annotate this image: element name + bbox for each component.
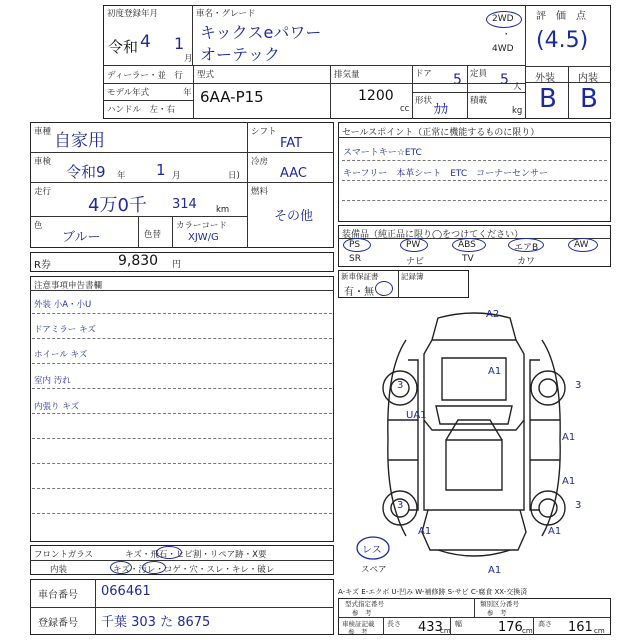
note-line-3: ホイール キズ [34,350,88,360]
shape-label: 形状 [415,96,433,106]
cert-ref-1: 参 考 [352,609,372,617]
width-value: 176 [498,620,523,635]
equip-airbag: エアB [514,243,539,253]
interior-cond-value: キズ・汚レ・コゲ・穴・スレ・キレ・破レ [113,565,275,575]
selling-point-1: スマートキー☆ETC [343,148,422,158]
exterior-label: 外装 [535,73,555,84]
spare-tire-value: レス [362,545,382,556]
shift-label: シフト [251,127,277,137]
interior-cond-label: 内装 [50,565,68,575]
notes-title: 注意事項申告書欄 [34,281,103,291]
length-label: 長さ [387,620,401,628]
equip-ps: PS [349,240,361,250]
note-line-5: 内張り キズ [34,402,80,412]
equip-leather: カワ [517,257,536,267]
km-unit: km [216,205,230,215]
mileage-sub: 314 [172,197,197,212]
mark-rear-right: A1 [548,526,562,537]
cc-unit: cc [400,104,410,114]
equip-pw: PW [406,240,421,250]
mark-front-right-wheel: 3 [575,380,582,391]
height-value: 161 [568,620,593,635]
inspection-month: 1 [156,161,166,179]
interior-label: 内装 [578,73,598,84]
front-glass-value: キズ・飛石・ヒビ割・リペア跡・X要 [125,550,267,560]
recycle-unit: 円 [172,260,182,270]
inspection-era: 令和9 [66,163,106,181]
selling-points-title: セールスポイント（正常に機能するものに限り） [342,128,540,138]
capacity-label: 定員 [470,69,488,79]
dealer-label: ディーラー・並 行 [107,71,183,81]
equip-abs: ABS [458,240,476,250]
width-label: 幅 [455,620,462,628]
mark-right-door: A1 [562,432,576,443]
mileage-label: 走行 [34,187,52,197]
note-line-1: 外装 小A・小U [34,300,92,310]
chassis-value: 066461 [101,584,151,599]
note-line-4: 室内 汚れ [34,376,71,386]
kg-unit: kg [512,106,523,116]
selling-point-2: キーフリー 本革シート ETC コーナーセンサー [343,169,548,179]
displacement-value: 1200 [358,88,394,104]
use-label: 車種 [34,127,52,137]
plate-label: 登録番号 [38,618,78,629]
inspection-label: 車検 [34,157,52,167]
car-name-line2: オーテック [200,45,281,64]
mark-left-side: UA1 [406,410,427,421]
capacity-value: 5 [500,72,509,88]
first-reg-label: 初度登録年月 [107,9,159,19]
mark-front-bumper: A2 [486,309,500,320]
mileage-main: 4万0千 [88,195,147,216]
shape-value: ｶｶ [434,102,448,118]
cert-label-2: 類別区分番号 [480,600,519,608]
mark-right-rear: A1 [562,476,576,487]
height-label: 高さ [538,620,552,628]
color-code-label: カラーコード [176,221,228,231]
car-name-label: 車名・グレード [196,9,256,19]
model-year-label: モデル年式 年 [107,88,192,98]
displacement-label: 排気量 [334,70,360,80]
drive-4wd: 4WD [492,44,514,54]
color-value: ブルー [62,230,101,245]
warranty-value: 有・無 [344,287,374,298]
mark-rear-right-wheel: 3 [575,500,582,511]
color-code: XJW/G [188,232,219,243]
reg-month: 1 [174,34,185,53]
ac-value: AAC [280,166,307,181]
shift-value: FAT [280,136,303,151]
handle-label: ハンドル 左・右 [107,105,176,115]
mark-hood: A1 [488,366,502,377]
equipment-title: 装備品（純正品に限り◯をつけてください） [342,230,524,240]
equip-sr: SR [349,254,361,264]
type-value: 6AA-P15 [200,88,264,106]
mark-rear-bumper: A1 [488,565,502,576]
record-label: 記録簿 [401,272,424,281]
score-label: 評 価 点 [536,11,586,22]
cert-ref-2: 参 考 [487,609,507,617]
door-label: ドア [415,69,432,79]
era-text: 令和 [108,38,139,56]
type-label: 型式 [197,70,215,80]
exterior-grade: B [539,84,557,114]
front-glass-label: フロントガラス [34,550,93,560]
mark-rear-left: A1 [418,526,432,537]
color-swap-label: 色替 [144,230,162,240]
dim-label: 車検証記載 [342,620,375,628]
equip-tv: TV [462,254,474,264]
equip-aw: AW [574,240,589,250]
cert-label-1: 型式指定番号 [345,600,384,608]
header-frame [103,5,611,119]
capacity-unit: 人 [513,82,522,92]
plate-value: 千葉 303 た 8675 [101,615,211,630]
color-label: 色 [34,221,43,231]
score-value: (4.5) [536,28,589,53]
warranty-label: 新車保証書 [341,272,379,281]
mark-rear-left-wheel: 3 [397,500,404,511]
car-name-line1: キックスeパワー [200,23,322,42]
note-line-2: ドアミラー キズ [34,325,96,335]
drive-2wd: 2WD [492,14,514,24]
chassis-label: 車台番号 [38,590,78,601]
loading-label: 積載 [470,96,488,106]
month-unit: 月 [184,54,193,64]
equip-navi: ナビ [406,257,425,267]
fuel-value: その他 [274,209,314,224]
interior-grade: B [580,84,598,114]
recycle-label: R券 [34,260,51,271]
recycle-frame [30,252,334,272]
recycle-value: 9,830 [118,253,159,269]
mark-front-left-wheel: 3 [397,380,404,391]
fuel-label: 燃料 [251,187,269,197]
door-value: 5 [453,72,462,88]
ac-label: 冷房 [251,157,269,167]
reg-year: 4 [140,32,151,52]
length-value: 433 [418,620,443,635]
spare-label: スペア [361,565,387,575]
use-value: 自家用 [54,131,105,151]
dim-ref: 参 考 [348,628,368,636]
damage-legend: A-キズ E-エクボ U-凹み W-補修跡 S-サビ C-腐食 XX-交換済 [338,588,528,596]
